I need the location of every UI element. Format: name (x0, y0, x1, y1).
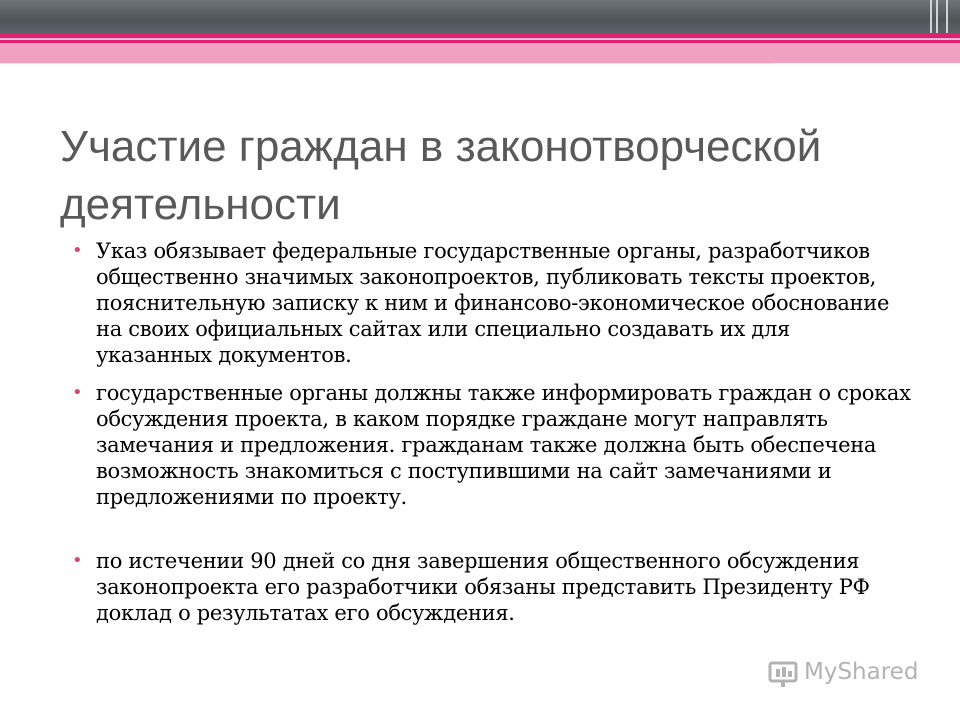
bullet-text: Указ обязывает федеральные государственные органы, разработчиков общественно значимых законопроектов, публиковать тексты проектов, пояснительную записку к ним и финансово-экономическое обоснование на своих официальных сайтах или специально создавать их для указанных документов. (96, 239, 890, 367)
light-accent-stripe (0, 43, 960, 63)
header-band (0, 0, 960, 33)
watermark (768, 655, 928, 695)
bullet-text: по истечении 90 дней со дня завершения общественного обсуждения законопроекта его разработчики обязаны представить Президенту РФ доклад о результатах его обсуждения. (96, 549, 870, 625)
bullet-icon: • (72, 382, 83, 403)
bullet-text: государственные органы должны также информировать граждан о сроках обсуждения проекта, в каком порядке граждане могут направлять замечания и предложения. гражданам также должна быть обеспечена возможность знакомиться с поступившими на сайт замечаниями и предложениями по проекту. (96, 381, 911, 509)
stripe-shadow (0, 63, 775, 64)
corner-decoration (930, 0, 948, 33)
stripe-highlight (0, 38, 960, 40)
bullet-item (72, 548, 912, 626)
watermark-text: MyShared (804, 659, 919, 685)
bullet-item (72, 238, 912, 368)
bullet-icon: • (72, 550, 83, 571)
presentation-icon (768, 661, 798, 689)
bullet-icon: • (72, 240, 83, 261)
slide-title: Участие граждан в законотворческой деятельности (60, 122, 822, 229)
bullet-item (72, 380, 912, 510)
slide-body (72, 238, 912, 626)
